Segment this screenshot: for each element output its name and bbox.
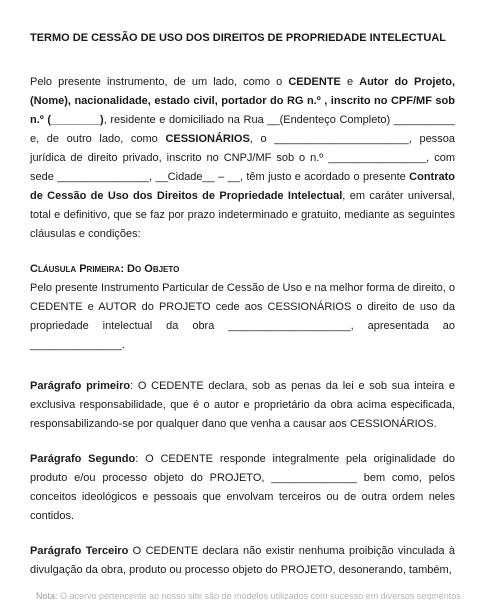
preamble-run: Pelo presente instrumento, de um lado, como o: [30, 76, 289, 88]
preamble-bold-run: Autor do Projeto, (Nome), nacionalidade, estado civil, portador do RG n.º , inscrito no CPF/MF sob n.º (________): [30, 76, 455, 126]
paragraph-text: : O CEDENTE responde integralmente pela originalidade do produto e/ou processo objeto do PROJETO, ______________ bem como, pelos conceitos ideológicos e pessoais que envolvam terceiros ou de outra ordem neles contidos.: [30, 453, 455, 522]
preamble-paragraph: [30, 73, 455, 244]
paragraph-label: Parágrafo Segundo: [30, 453, 136, 465]
paragraph-second: [30, 450, 455, 526]
paragraph-first: [30, 377, 455, 434]
preamble-bold-run: CEDENTE: [288, 76, 341, 88]
document-title: TERMO DE CESSÃO DE USO DOS DIREITOS DE PROPRIEDADE INTELECTUAL: [30, 32, 447, 44]
preamble-run: , residente e domiciliado na Rua __(Endenteço Completo) __________ e, de outro lado, como: [30, 114, 456, 145]
paragraph-label: Parágrafo Terceiro: [30, 545, 129, 557]
preamble-bold-run: Contrato de Cessão de Uso dos Direitos de Propriedade Intelectual: [30, 171, 455, 202]
document-body: [30, 28, 455, 596]
footer-note: [36, 589, 476, 600]
footer-text: O acervo pertencente ao nosso site são de modelos utilizados com sucesso em diversos segmentos: [57, 591, 461, 600]
preamble-run: , o ______________________, pessoa jurídica de direito privado, inscrito no CNPJ/MF sob o n.º ________________, com sede _______________, __Cidade__ – __, têm justo e acordado o presente: [30, 133, 456, 183]
paragraph-third: [30, 542, 455, 580]
clause-heading: Cláusula Primeira: Do Objeto: [30, 263, 180, 275]
paragraph-text: : O CEDENTE declara, sob as penas da lei e sob sua inteira e exclusiva responsabilidade, que é o autor e proprietário da obra acima especificada, responsabilizando-se por qualquer dano que venha a causar aos CESSIONÁRIOS.: [30, 380, 455, 430]
preamble-run: , em caráter universal, total e definitivo, que se faz por prazo indeterminado e gratuito, mediante as seguintes cláusulas e condições:: [30, 190, 455, 240]
preamble-run: e: [340, 76, 360, 88]
footer-label: Nota:: [36, 591, 58, 600]
paragraph-text: O CEDENTE declara não existir nenhuma proibição vinculada à divulgação da obra, produto ou processo objeto do PROJETO, desonerando, também,: [30, 545, 455, 576]
preamble-bold-run: CESSIONÁRIOS: [165, 133, 250, 145]
clause-text: Pelo presente Instrumento Particular de Cessão de Uso e na melhor forma de direito, o CEDENTE e AUTOR do PROJETO cede aos CESSIONÁRIOS o direito de uso da propriedade intelectual da obra ____________________, apresentada ao _______________.: [30, 282, 455, 351]
paragraph-label: Parágrafo primeiro: [30, 380, 131, 392]
